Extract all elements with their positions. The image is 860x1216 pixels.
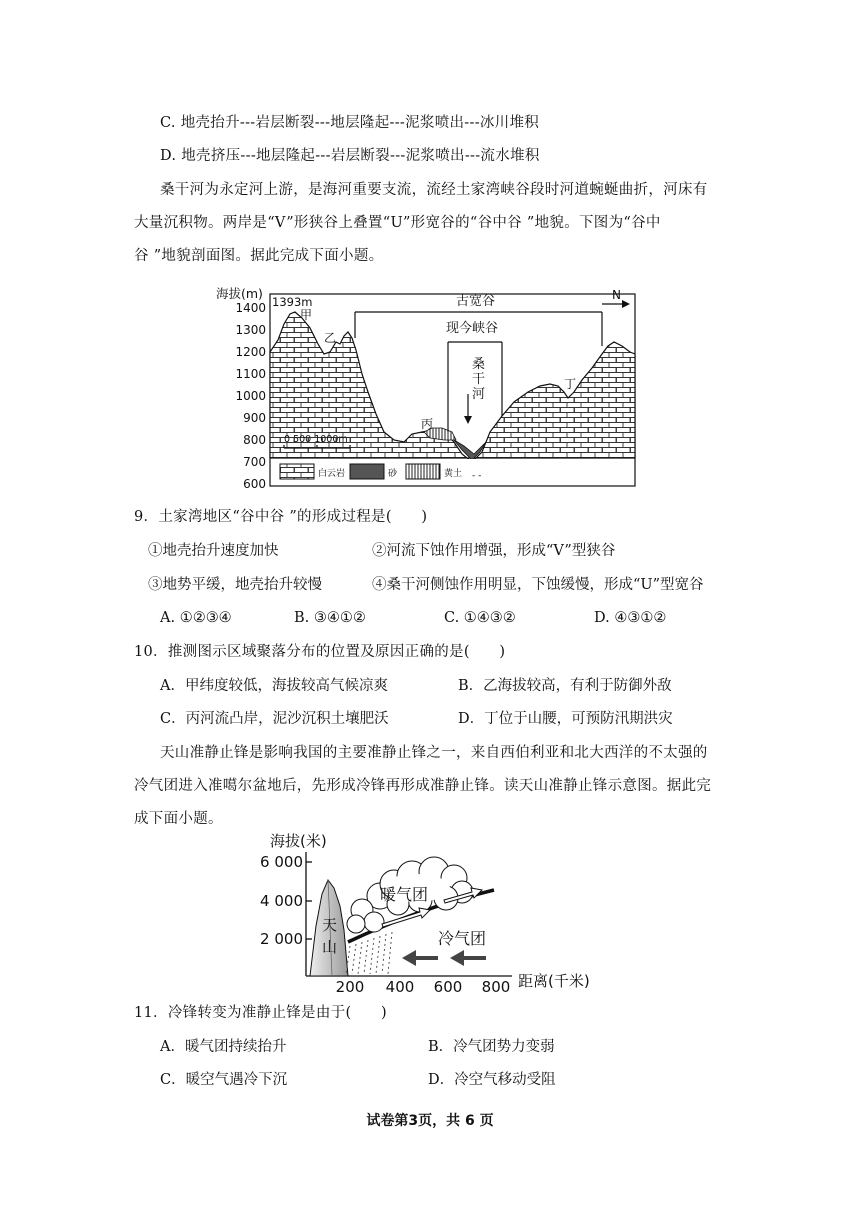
- legend-loess-swatch: [406, 464, 440, 479]
- passage2-line2: 冷气团进入准噶尔盆地后，先形成冷锋再形成准静止锋。读天山准静止锋示意图。据此完: [134, 778, 712, 794]
- legend-sand-swatch: [350, 464, 384, 479]
- y-tick: 1200: [235, 345, 266, 359]
- label-bing: 丙: [421, 417, 434, 431]
- y-axis-label: 海拔(m): [216, 286, 263, 301]
- mountain-label-2: 山: [322, 938, 338, 956]
- modern-gorge-label: 现今峡谷: [446, 321, 499, 336]
- river-arrow-icon: [464, 394, 472, 424]
- cold-air-mass-label: 冷气团: [438, 929, 487, 948]
- x-tick: 600: [433, 978, 463, 996]
- river-label-3: 河: [472, 387, 486, 402]
- q11-option-d: D．冷空气移动受阻: [428, 1072, 556, 1088]
- q10-option-d: D．丁位于山腰，可预防汛期洪灾: [458, 711, 673, 727]
- y-tick: 800: [243, 433, 266, 447]
- valley-profile-figure: [210, 282, 650, 494]
- q11-option-b: B．冷气团势力变弱: [428, 1039, 555, 1055]
- q10-option-c: C．丙河流凸岸，泥沙沉积土壤肥沃: [160, 711, 389, 727]
- q9-statement-3: ③地势平缓，地壳抬升较慢: [148, 577, 322, 593]
- y-tick: 2 000: [260, 930, 303, 948]
- river-label-1: 桑: [472, 357, 486, 372]
- river-bed-marks: - -: [472, 471, 482, 481]
- q9-option-b: B. ③④①②: [294, 610, 366, 626]
- label-jia: 甲: [300, 308, 313, 322]
- legend-sand-label: 砂: [388, 469, 398, 479]
- label-ding: 丁: [564, 377, 577, 391]
- y-tick: 1300: [235, 323, 266, 337]
- peak-elevation-label: 1393m: [272, 295, 313, 309]
- q8-option-d: D. 地壳挤压---地层隆起---岩层断裂---泥浆喷出---流水堆积: [160, 148, 540, 164]
- label-yi: 乙: [324, 331, 337, 345]
- x-tick: 800: [481, 978, 511, 996]
- x-tick: 400: [385, 978, 415, 996]
- passage2-line1: 天山准静止锋是影响我国的主要准静止锋之一，来自西伯利亚和北大西洋的不太强的: [160, 745, 708, 761]
- q11-stem: 11．冷锋转变为准静止锋是由于( ): [134, 1005, 387, 1021]
- north-label: N: [612, 288, 621, 302]
- y-ticks: [235, 301, 266, 491]
- x-axis-label: 距离(千米): [518, 972, 590, 990]
- passage2-line3: 成下面小题。: [134, 811, 223, 827]
- old-valley-label: 古宽谷: [456, 294, 496, 309]
- q8-option-c: C. 地壳抬升---岩层断裂---地层隆起---泥浆喷出---冰川堆积: [160, 115, 540, 131]
- warm-air-mass-label: 暖气团: [380, 885, 429, 904]
- x-tick: 200: [335, 978, 365, 996]
- passage1-line1: 桑干河为永定河上游，是海河重要支流，流经土家湾峡谷段时河道蜿蜒曲折，河床有: [160, 182, 708, 198]
- y-tick: 1400: [235, 301, 266, 315]
- q9-statement-1: ①地壳抬升速度加快: [148, 543, 279, 559]
- q9-statement-2: ②河流下蚀作用增强，形成“V”型狭谷: [372, 543, 616, 559]
- q11-option-c: C．暖空气遇冷下沉: [160, 1072, 288, 1088]
- river-label-2: 干: [472, 372, 486, 387]
- y-axis-label: 海拔(米): [270, 832, 327, 850]
- legend-loess-label: 黄土: [444, 469, 463, 479]
- q9-option-d: D. ④③①②: [594, 610, 667, 626]
- y-tick: 900: [243, 411, 266, 425]
- scale-label: 0 500 1000m: [284, 434, 348, 445]
- legend-dolomite-label: 白云岩: [318, 469, 346, 479]
- y-tick: 6 000: [260, 853, 303, 871]
- page-footer: 试卷第3页，共 6 页: [366, 1113, 494, 1129]
- q9-statement-4: ④桑干河侧蚀作用明显，下蚀缓慢，形成“U”型宽谷: [372, 577, 704, 593]
- stationary-front-figure: [250, 826, 610, 996]
- legend-dolomite-swatch: [280, 464, 314, 479]
- y-tick: 1000: [235, 389, 266, 403]
- q10-option-a: A．甲纬度较低，海拔较高气候凉爽: [160, 678, 388, 694]
- y-tick: 700: [243, 455, 266, 469]
- y-tick: 4 000: [260, 892, 303, 910]
- q10-stem: 10．推测图示区域聚落分布的位置及原因正确的是( ): [134, 644, 506, 660]
- q11-option-a: A．暖气团持续抬升: [160, 1039, 287, 1055]
- q10-option-b: B．乙海拔较高，有利于防御外敌: [458, 678, 672, 694]
- passage1-line2: 大量沉积物。两岸是“V”形狭谷上叠置“U”形宽谷的“谷中谷 ”地貌。下图为“谷中: [134, 215, 661, 231]
- cold-air-arrow-icon: [402, 950, 486, 966]
- y-tick: 600: [243, 477, 266, 491]
- q9-stem: 9．土家湾地区“谷中谷 ”的形成过程是( ): [134, 509, 428, 525]
- q9-option-c: C. ①④③②: [444, 610, 516, 626]
- mountain-label-1: 天: [322, 916, 338, 934]
- q9-option-a: A. ①②③④: [160, 610, 232, 626]
- y-tick: 1100: [235, 367, 266, 381]
- passage1-line3: 谷 ”地貌剖面图。据此完成下面小题。: [134, 248, 384, 264]
